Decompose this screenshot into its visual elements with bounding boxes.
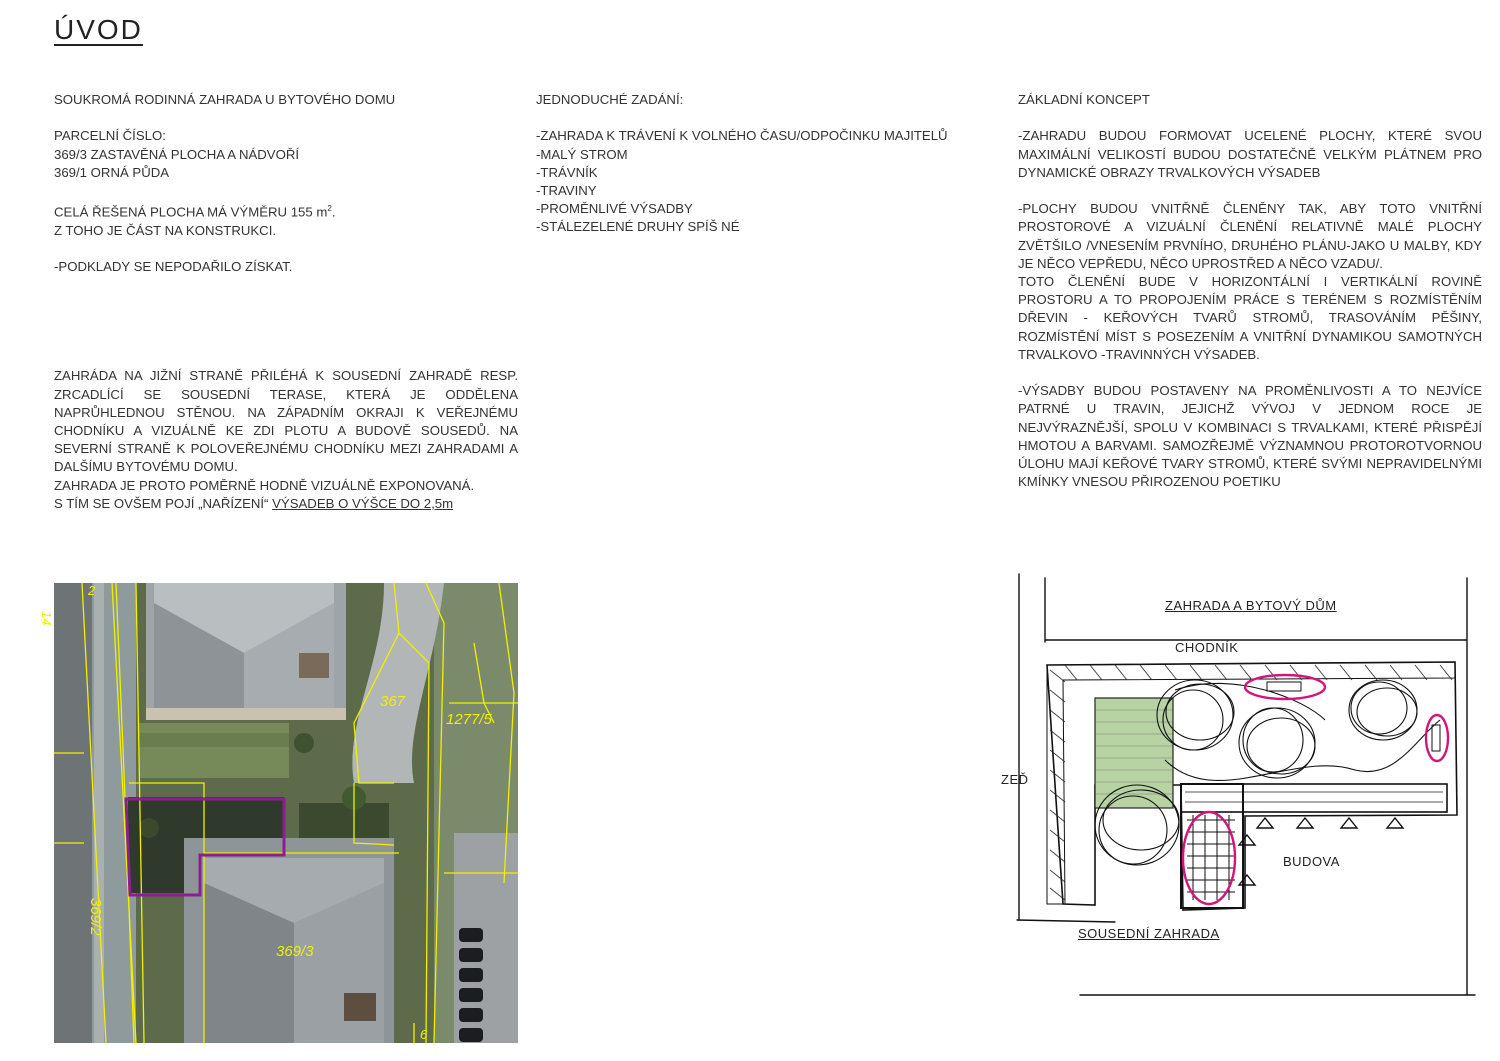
brief-item: -PROMĚNLIVÉ VÝSADBY (536, 201, 693, 217)
regulation-underlined: VÝSADEB O VÝŠCE DO 2,5m (272, 495, 454, 511)
sketch-label-wall: ZEĎ (1001, 772, 1029, 787)
map-label-369-3: 369/3 (276, 943, 314, 960)
brief-item: -MALÝ STROM (536, 146, 628, 162)
brief-heading: JEDNODUCHÉ ZADÁNÍ: (536, 92, 684, 107)
sketch-label-path: CHODNÍK (1175, 640, 1239, 655)
brief-item: -TRÁVNÍK (536, 164, 598, 180)
exposed-line: ZAHRADA JE PROTO POMĚRNĚ HODNĚ VIZUÁLNĚ EXPONOVANÁ. (54, 477, 475, 493)
concept-sketch-drawing (995, 570, 1485, 1000)
map-label-edge-top: 2 (88, 583, 96, 598)
brief-column (536, 91, 966, 237)
regulation-prefix: S TÍM SE OVŠEM POJÍ „NAŘÍZENÍ“ (54, 495, 273, 511)
map-label-edge-left: 14 (39, 611, 54, 626)
context-paragraph: ZAHRÁDA NA JIŽNÍ STRANĚ PŘILÉHÁ K SOUSEDNÍ ZAHRADĚ RESP. ZRCADLÍCÍ SE SOUSEDNÍ TERASE, KTERÁ JE ODDĚLENA NAPRŮHLEDNOU STĚNOU. NA ZÁPADNÍM OKRAJI K VEŘEJNÉMU CHODNÍKU A VIZUÁLNĚ KE ZDI PLOTU A BUDOVĚ SOUSEDŮ. NA SEVERNÍ STRANĚ K POLOVEŘEJNÉMU CHODNÍKU MEZI ZAHRADAMI A DALŠÍMU BYTOVÉMU DOMU. (54, 368, 518, 475)
sketch-label-building: BUDOVA (1283, 854, 1340, 869)
construction-line: Z TOHO JE ČÁST NA KONSTRUKCI. (54, 222, 277, 238)
intro-column (54, 91, 518, 513)
parcel-line-2: 369/1 ORNÁ PŮDA (54, 164, 170, 180)
concept-paragraph-2: -PLOCHY BUDOU VNITŘNĚ ČLENĚNY TAK, ABY TOTO VNITŘNÍ PROSTOROVÉ A VIZUÁLNÍ ČLENĚNÍ RELATIVNĚ MALÉ PLOCHY ZVĚTŠILO /VNESENÍM PRVNÍHO, DRUHÉHO PLÁNU-JAKO U MALBY, KDY JE NĚCO VEPŘEDU, NĚCO UPROSTŘED A NĚCO VZADU/. (1018, 201, 1482, 271)
area-line (54, 200, 518, 222)
concept-paragraph-1: -ZAHRADU BUDOU FORMOVAT UCELENÉ PLOCHY, KTERÉ SVOU MAXIMÁLNÍ VELIKOSTÍ BUDOU DOSTATEČNĚ VELKÝM PLÁTNEM PRO DYNAMICKÉ OBRAZY TRVALKOVÝCH VÝSADEB (1018, 128, 1482, 180)
brief-item: -STÁLEZELENÉ DRUHY SPÍŠ NÉ (536, 219, 740, 235)
brief-item: -ZAHRADA K TRÁVENÍ K VOLNÉHO ČASU/ODPOČINKU MAJITELŮ (536, 128, 948, 144)
parcel-heading: PARCELNÍ ČÍSLO: (54, 128, 166, 144)
concept-sketch (995, 570, 1485, 1000)
sketch-label-top: ZAHRADA A BYTOVÝ DŮM (1165, 598, 1337, 613)
aerial-cadastral-map (39, 583, 518, 1043)
map-label-1277-5: 1277/5 (446, 711, 492, 728)
regulation-line (54, 495, 518, 513)
concept-paragraph-3: TOTO ČLENĚNÍ BUDE V HORIZONTÁLNÍ I VERTIKÁLNÍ ROVINĚ PROSTORU A TO PROPOJENÍM PRÁCE S TERÉNEM S ROZMÍSTĚNÍM DŘEVIN - KEŘOVÝCH TVARŮ STROMŮ, TRASOVÁNÍM PĚŠINY, ROZMÍSTĚNÍ MÍST S POSEZENÍM A VNITŘNÍ DYNAMIKOU SAMOTNÝCH TRVALKOVO -TRAVINNÝCH VÝSADEB. (1018, 274, 1482, 362)
page-title: ÚVOD (54, 14, 143, 45)
aerial-map-drawing (54, 583, 518, 1043)
concept-column (1018, 91, 1482, 491)
map-label-edge-bottom: 6 (420, 1027, 428, 1042)
intro-text: SOUKROMÁ RODINNÁ ZAHRADA U BYTOVÉHO DOMU (54, 92, 396, 107)
area-suffix: . (331, 204, 336, 220)
parcel-line-1: 369/3 ZASTAVĚNÁ PLOCHA A NÁDVOŘÍ (54, 146, 300, 162)
sketch-label-bottom: SOUSEDNÍ ZAHRADA (1078, 926, 1220, 941)
area-sup: 2 (327, 204, 332, 214)
concept-paragraph-4: -VÝSADBY BUDOU POSTAVENY NA PROMĚNLIVOSTI A TO NEJVÍCE PATRNÉ U TRAVIN, JEJICHŽ VÝVOJ V JEDNOM ROCE JE NEJVÝRAZNĚJŠÍ, SPOLU V KOMBINACI S TRVALKAMI, KTERÉ PŘISPĚJÍ HMOTOU A BARVAMI. SAMOZŘEJMĚ VÝZNAMNOU PROTOROTVORNOU ÚLOHU MAJÍ KEŘOVÉ TVARY STROMŮ, KTERÉ SVÝMI NEPRAVIDELNÝMI KMÍNKY VNESOU PŘIROZENOU POETIKU (1018, 383, 1482, 490)
brief-item: -TRAVINY (536, 183, 597, 198)
area-prefix: CELÁ ŘEŠENÁ PLOCHA MÁ VÝMĚRU 155 m (54, 204, 328, 220)
map-label-367: 367 (380, 693, 406, 710)
map-label-369-2: 369/2 (87, 898, 104, 936)
concept-heading: ZÁKLADNÍ KONCEPT (1018, 92, 1150, 107)
documents-line: -PODKLADY SE NEPODAŘILO ZÍSKAT. (54, 259, 293, 275)
